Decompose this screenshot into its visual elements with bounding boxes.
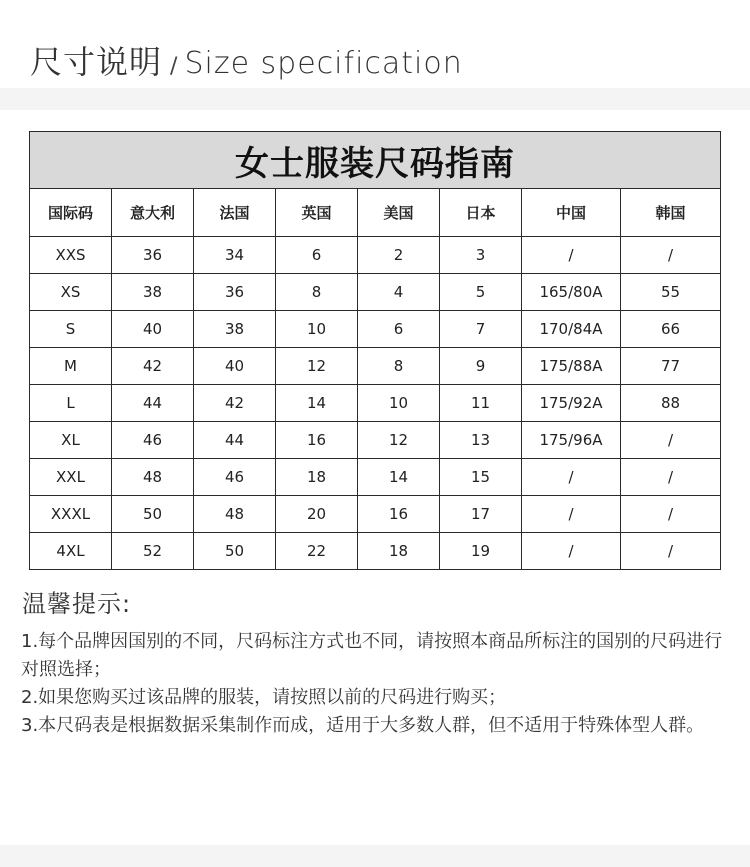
top-divider-band [0, 88, 750, 110]
table-cell: 52 [112, 533, 194, 570]
title-separator: / [170, 54, 179, 79]
table-cell: 48 [112, 459, 194, 496]
table-cell: XXS [30, 237, 112, 274]
table-cell: 11 [440, 385, 522, 422]
table-cell: 5 [440, 274, 522, 311]
table-cell: 9 [440, 348, 522, 385]
table-cell: 40 [112, 311, 194, 348]
table-cell: 22 [276, 533, 358, 570]
table-cell: 46 [112, 422, 194, 459]
table-row [30, 237, 721, 274]
table-row [30, 348, 721, 385]
table-cell: / [522, 496, 621, 533]
table-row [30, 385, 721, 422]
table-cell: 38 [112, 274, 194, 311]
tips-title: 温馨提示: [22, 590, 132, 618]
table-cell: 34 [194, 237, 276, 274]
bottom-divider-band [0, 845, 750, 867]
table-cell: 10 [276, 311, 358, 348]
table-cell: 2 [358, 237, 440, 274]
column-header: 意大利 [112, 189, 194, 237]
table-cell: 14 [358, 459, 440, 496]
table-cell: 7 [440, 311, 522, 348]
table-row [30, 459, 721, 496]
table-cell: 66 [621, 311, 721, 348]
title-chinese: 尺寸说明 [30, 43, 163, 81]
table-cell: / [621, 496, 721, 533]
table-cell: 3 [440, 237, 522, 274]
table-cell: 4 [358, 274, 440, 311]
tips-list [21, 628, 733, 740]
table-cell: 50 [112, 496, 194, 533]
table-cell: 50 [194, 533, 276, 570]
table-cell: / [522, 533, 621, 570]
table-cell: 175/92A [522, 385, 621, 422]
table-cell: 46 [194, 459, 276, 496]
table-cell: 15 [440, 459, 522, 496]
column-header: 韩国 [621, 189, 721, 237]
table-cell: L [30, 385, 112, 422]
table-cell: S [30, 311, 112, 348]
table-cell: 44 [112, 385, 194, 422]
table-cell: / [621, 422, 721, 459]
table-title: 女士服装尺码指南 [30, 132, 721, 189]
table-cell: 36 [194, 274, 276, 311]
table-row [30, 422, 721, 459]
table-cell: 44 [194, 422, 276, 459]
table-cell: 77 [621, 348, 721, 385]
table-cell: 6 [276, 237, 358, 274]
table-cell: 16 [276, 422, 358, 459]
column-header: 美国 [358, 189, 440, 237]
table-cell: 17 [440, 496, 522, 533]
title-english: Size specification [184, 46, 463, 81]
table-cell: 55 [621, 274, 721, 311]
table-cell: 42 [112, 348, 194, 385]
table-cell: XL [30, 422, 112, 459]
table-cell: 42 [194, 385, 276, 422]
table-cell: 36 [112, 237, 194, 274]
table-cell: 48 [194, 496, 276, 533]
table-cell: 40 [194, 348, 276, 385]
table-header-row [30, 189, 721, 237]
tip-item: 1.每个品牌因国别的不同，尺码标注方式也不同，请按照本商品所标注的国别的尺码进行对照选择； [21, 631, 723, 680]
table-row [30, 533, 721, 570]
table-cell: 14 [276, 385, 358, 422]
table-cell: 175/96A [522, 422, 621, 459]
column-header: 中国 [522, 189, 621, 237]
table-cell: 165/80A [522, 274, 621, 311]
table-cell: 16 [358, 496, 440, 533]
table-cell: 10 [358, 385, 440, 422]
table-cell: 38 [194, 311, 276, 348]
table-cell: 19 [440, 533, 522, 570]
table-cell: 8 [276, 274, 358, 311]
column-header: 国际码 [30, 189, 112, 237]
table-cell: 12 [276, 348, 358, 385]
page-header [0, 0, 750, 88]
table-cell: 20 [276, 496, 358, 533]
table-cell: 88 [621, 385, 721, 422]
table-row [30, 311, 721, 348]
table-cell: / [522, 459, 621, 496]
table-cell: 8 [358, 348, 440, 385]
table-cell: 13 [440, 422, 522, 459]
table-cell: / [621, 237, 721, 274]
table-cell: 175/88A [522, 348, 621, 385]
column-header: 英国 [276, 189, 358, 237]
table-cell: 12 [358, 422, 440, 459]
table-cell: 18 [276, 459, 358, 496]
table-cell: 4XL [30, 533, 112, 570]
table-row [30, 496, 721, 533]
column-header: 法国 [194, 189, 276, 237]
table-cell: M [30, 348, 112, 385]
table-cell: / [621, 533, 721, 570]
table-row [30, 274, 721, 311]
table-cell: XS [30, 274, 112, 311]
table-cell: XXXL [30, 496, 112, 533]
column-header: 日本 [440, 189, 522, 237]
table-cell: 170/84A [522, 311, 621, 348]
table-cell: / [522, 237, 621, 274]
tip-item: 3.本尺码表是根据数据采集制作而成，适用于大多数人群，但不适用于特殊体型人群。 [21, 715, 705, 736]
size-guide-table [29, 131, 721, 570]
table-cell: 6 [358, 311, 440, 348]
page-title [30, 40, 463, 89]
table-cell: / [621, 459, 721, 496]
table-cell: XXL [30, 459, 112, 496]
table-cell: 18 [358, 533, 440, 570]
tip-item: 2.如果您购买过该品牌的服装，请按照以前的尺码进行购买； [21, 687, 507, 708]
